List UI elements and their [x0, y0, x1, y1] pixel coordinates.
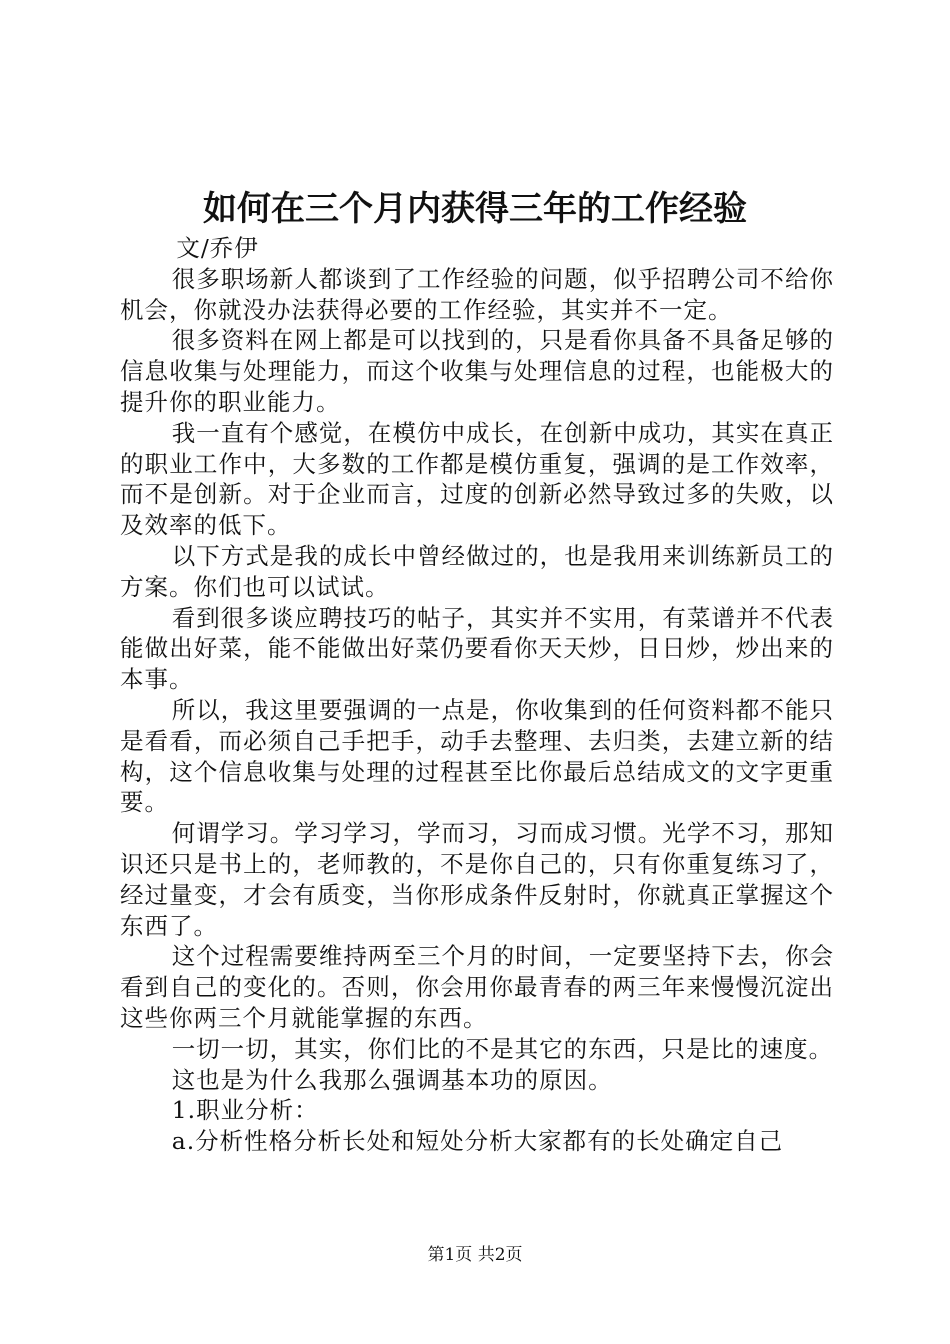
paragraph: 看到很多谈应聘技巧的帖子，其实并不实用，有菜谱并不代表能做出好菜，能不能做出好菜仍要看你天天炒，日日炒，炒出来的本事。	[120, 603, 834, 694]
page-number-footer: 第1页 共2页	[427, 1245, 523, 1265]
paragraph: 所以，我这里要强调的一点是，你收集到的任何资料都不能只是看看，而必须自己手把手，动手去整理、去归类，去建立新的结构，这个信息收集与处理的过程甚至比你最后总结成文的文字更重要。	[120, 695, 834, 817]
author-line: 文/乔伊	[176, 234, 259, 262]
list-item: a.分析性格分析长处和短处分析大家都有的长处确定自己	[171, 1127, 784, 1156]
paragraph: 这也是为什么我那么强调基本功的原因。	[171, 1065, 613, 1094]
paragraph: 很多职场新人都谈到了工作经验的问题，似乎招聘公司不给你机会，你就没办法获得必要的工作经验，其实并不一定。	[120, 264, 834, 324]
paragraph: 这个过程需要维持两至三个月的时间，一定要坚持下去，你会看到自己的变化的。否则，你会用你最青春的两三年来慢慢沉淀出这些你两三个月就能掌握的东西。	[120, 942, 834, 1032]
paragraph: 很多资料在网上都是可以找到的，只是看你具备不具备足够的信息收集与处理能力，而这个收集与处理信息的过程，也能极大的提升你的职业能力。	[120, 326, 834, 416]
document-title: 如何在三个月内获得三年的工作经验	[203, 189, 747, 229]
paragraph: 以下方式是我的成长中曾经做过的，也是我用来训练新员工的方案。你们也可以试试。	[120, 541, 834, 601]
paragraph: 何谓学习。学习学习，学而习，习而成习惯。光学不习，那知识还只是书上的，老师教的，不是你自己的，只有你重复练习了，经过量变，才会有质变，当你形成条件反射时，你就真正掌握这个东西了。	[120, 819, 834, 940]
list-heading: 1.职业分析：	[171, 1096, 319, 1125]
document-body	[120, 233, 834, 1157]
paragraph: 一切一切，其实，你们比的不是其它的东西，只是比的速度。	[171, 1034, 834, 1063]
paragraph: 我一直有个感觉，在模仿中成长，在创新中成功，其实在真正的职业工作中，大多数的工作都是模仿重复，强调的是工作效率，而不是创新。对于企业而言，过度的创新必然导致过多的失败，以及效率的低下。	[120, 418, 834, 540]
